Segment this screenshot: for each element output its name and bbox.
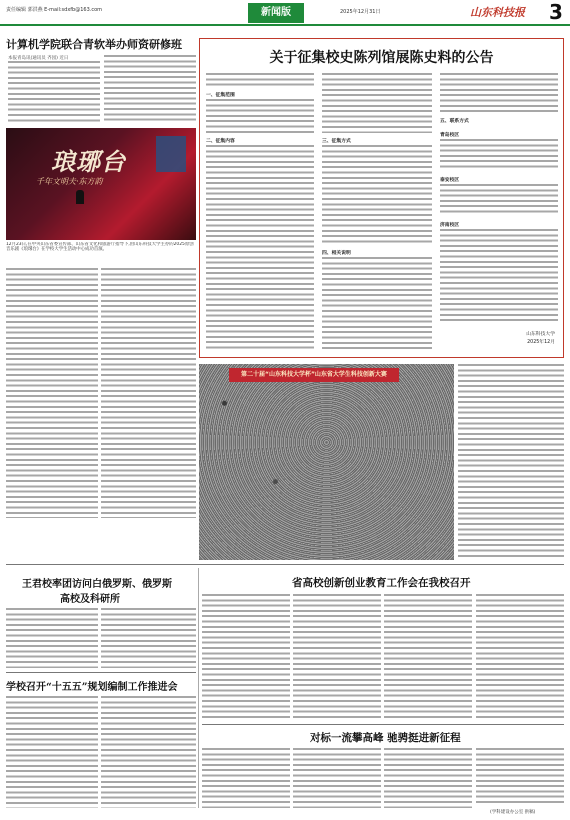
headline-bottom-right-1: 省高校创新创业教育工作会在我校召开 bbox=[292, 577, 471, 589]
notice-section: 二、征集内容 bbox=[206, 139, 235, 144]
notice-section: 济南校区 bbox=[440, 223, 460, 228]
notice-section: 四、相关说明 bbox=[322, 251, 351, 256]
stage-banner-sub: 千年文明夫·东方韵 bbox=[36, 177, 103, 186]
section-divider bbox=[6, 672, 196, 673]
section-divider bbox=[202, 724, 564, 725]
notice-signature: 山东科技大学 bbox=[526, 332, 555, 337]
notice-section: 一、征集范围 bbox=[206, 93, 235, 98]
article-text bbox=[202, 594, 290, 720]
notice-text bbox=[206, 145, 314, 350]
article-text bbox=[384, 594, 472, 720]
article-text bbox=[6, 696, 98, 808]
notice-text bbox=[440, 139, 558, 171]
notice-text bbox=[440, 229, 558, 324]
issue-date: 2025年12月31日 bbox=[340, 9, 381, 15]
headline-bottom-right-2: 对标一流攀高峰 驰骋挺进新征程 bbox=[310, 732, 461, 744]
article-text bbox=[384, 748, 472, 808]
notice-text bbox=[322, 257, 432, 350]
notice-text bbox=[206, 73, 314, 89]
performer bbox=[76, 190, 84, 204]
notice-text bbox=[440, 184, 558, 216]
notice-title: 关于征集校史陈列馆展陈史料的公告 bbox=[269, 50, 494, 66]
article-text bbox=[104, 55, 196, 123]
headline-bottom-left-3: 学校召开“十五五”规划编制工作推进会 bbox=[6, 682, 178, 693]
section-divider bbox=[6, 564, 564, 565]
notice-section: 三、征集方式 bbox=[322, 139, 351, 144]
crowd-banner: 第二十届“山东科技大学杯”山东省大学生科技创新大赛 bbox=[229, 368, 399, 382]
notice-text bbox=[322, 73, 432, 133]
photo-caption: 12月23日,在中央山东省委宣传部、山东省文化和旅游厅指导下,由山东科技大学主办的2025原创音乐剧《琅琊台》在学校大学生活动中心成功首演。 bbox=[6, 242, 194, 253]
article-text bbox=[293, 748, 381, 808]
paper-logo: 山东科技报 bbox=[470, 6, 525, 19]
headline-top-left: 计算机学院联合青软举办师资研修班 bbox=[6, 38, 182, 51]
article-text bbox=[476, 748, 564, 806]
stage-screen bbox=[156, 136, 186, 172]
masthead-meta: 责任编辑 郭洪燕 E-mail:sdxfb@163.com bbox=[6, 7, 103, 13]
byline-top-left: 本报青岛讯(通讯员 齐园) 近日 bbox=[8, 56, 69, 61]
crowd-photo bbox=[199, 364, 454, 560]
page-number: 3 bbox=[549, 0, 563, 24]
article-text bbox=[101, 696, 196, 808]
masthead-rule bbox=[0, 24, 570, 26]
notice-section: 五、联系方式 bbox=[440, 119, 469, 124]
headline-bottom-left-1: 王君校率团访问白俄罗斯、俄罗斯 bbox=[22, 579, 172, 590]
article-text bbox=[202, 748, 290, 808]
notice-text bbox=[440, 73, 558, 113]
article-text bbox=[6, 268, 98, 518]
notice-signature-date: 2025年12月 bbox=[527, 340, 555, 345]
article-text bbox=[101, 268, 196, 518]
edition-badge: 新闻版 bbox=[248, 3, 304, 23]
notice-section: 青岛校区 bbox=[440, 133, 460, 138]
stage-banner-text: 琅琊台 bbox=[51, 147, 126, 176]
notice-text bbox=[322, 145, 432, 245]
article-text bbox=[476, 594, 564, 720]
article-text bbox=[101, 608, 196, 668]
article-text bbox=[293, 594, 381, 720]
notice-box bbox=[199, 38, 564, 358]
headline-bottom-left-2: 高校及科研所 bbox=[60, 594, 120, 605]
notice-text bbox=[206, 99, 314, 133]
masthead bbox=[0, 0, 570, 26]
article-text bbox=[6, 608, 98, 668]
notice-section: 泰安校区 bbox=[440, 178, 460, 183]
stage-photo bbox=[6, 128, 196, 240]
photo-caption-text bbox=[458, 364, 564, 560]
article-text bbox=[8, 61, 100, 123]
footer-credit: (学科建设办公室 供稿) bbox=[490, 810, 536, 815]
column-divider bbox=[198, 568, 199, 808]
